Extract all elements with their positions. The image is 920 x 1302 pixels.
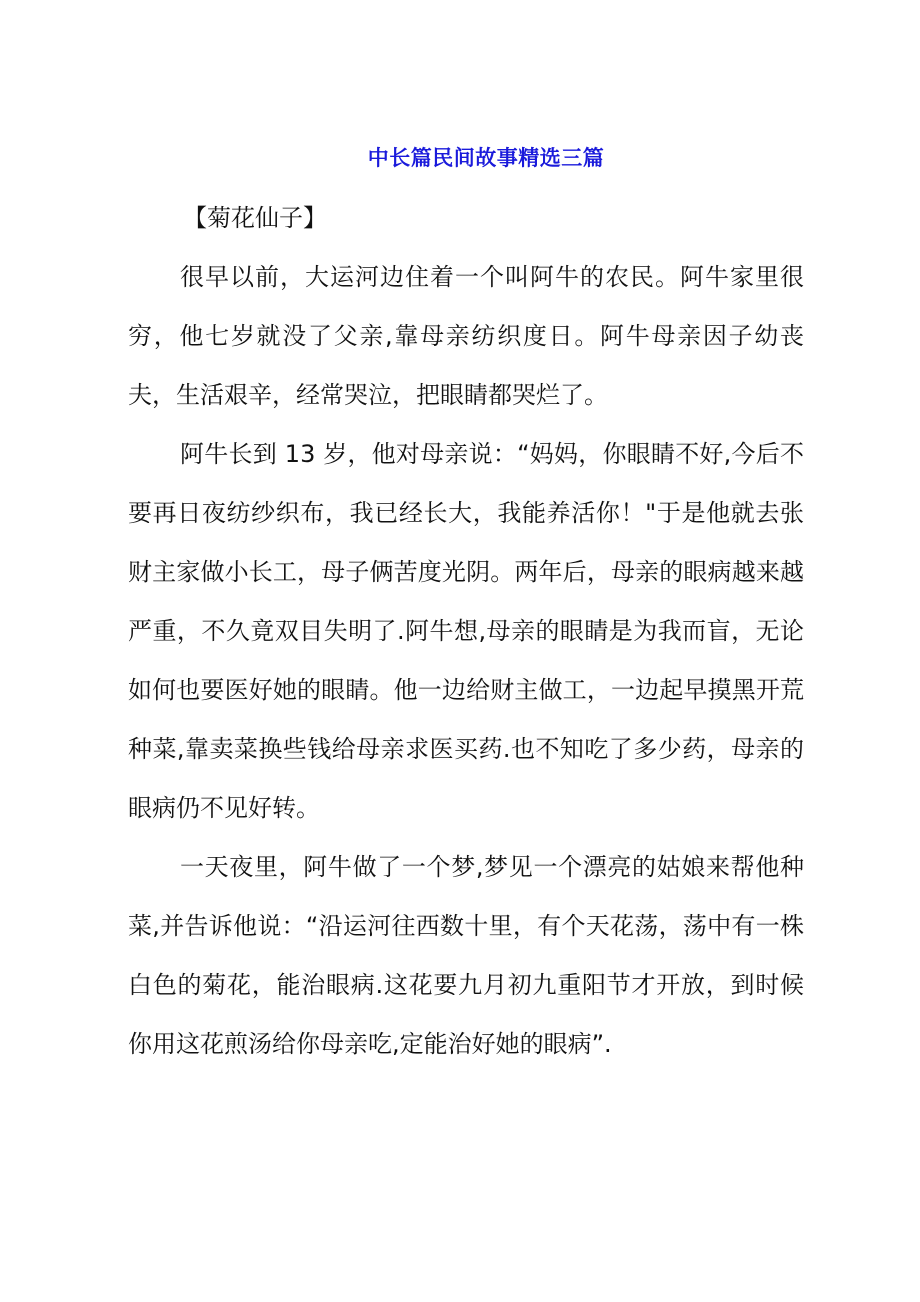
body-paragraph-3: 一天夜里，阿牛做了一个梦,梦见一个漂亮的姑娘来帮他种菜,并告诉他说：“沿运河往西数十里，有个天花荡，荡中有一株白色的菊花，能治眼病.这花要九月初九重阳节才开放，到时候你用这花煎汤给你母亲吃,定能治好她的眼病”. [128, 853, 804, 1058]
body-paragraph-2: 阿牛长到 13 岁，他对母亲说：“妈妈，你眼睛不好,今后不要再日夜纺纱织布，我已经长大，我能养活你！"于是他就去张财主家做小长工，母子俩苦度光阴。两年后，母亲的眼病越来越严重，不久竟双目失明了.阿牛想,母亲的眼睛是为我而盲，无论如何也要医好她的眼睛。他一边给财主做工，一边起早摸黑开荒种菜,靠卖菜换些钱给母亲求医买药.也不知吃了多少药，母亲的眼病仍不见好转。 [128, 440, 804, 822]
body-paragraph-1: 很早以前，大运河边住着一个叫阿牛的农民。阿牛家里很穷，他七岁就没了父亲,靠母亲纺织度日。阿牛母亲因子幼丧夫，生活艰辛，经常哭泣，把眼睛都哭烂了。 [128, 263, 804, 409]
section-heading: 【菊花仙子】 [183, 204, 327, 232]
document-title: 中长篇民间故事精选三篇 [367, 146, 605, 170]
